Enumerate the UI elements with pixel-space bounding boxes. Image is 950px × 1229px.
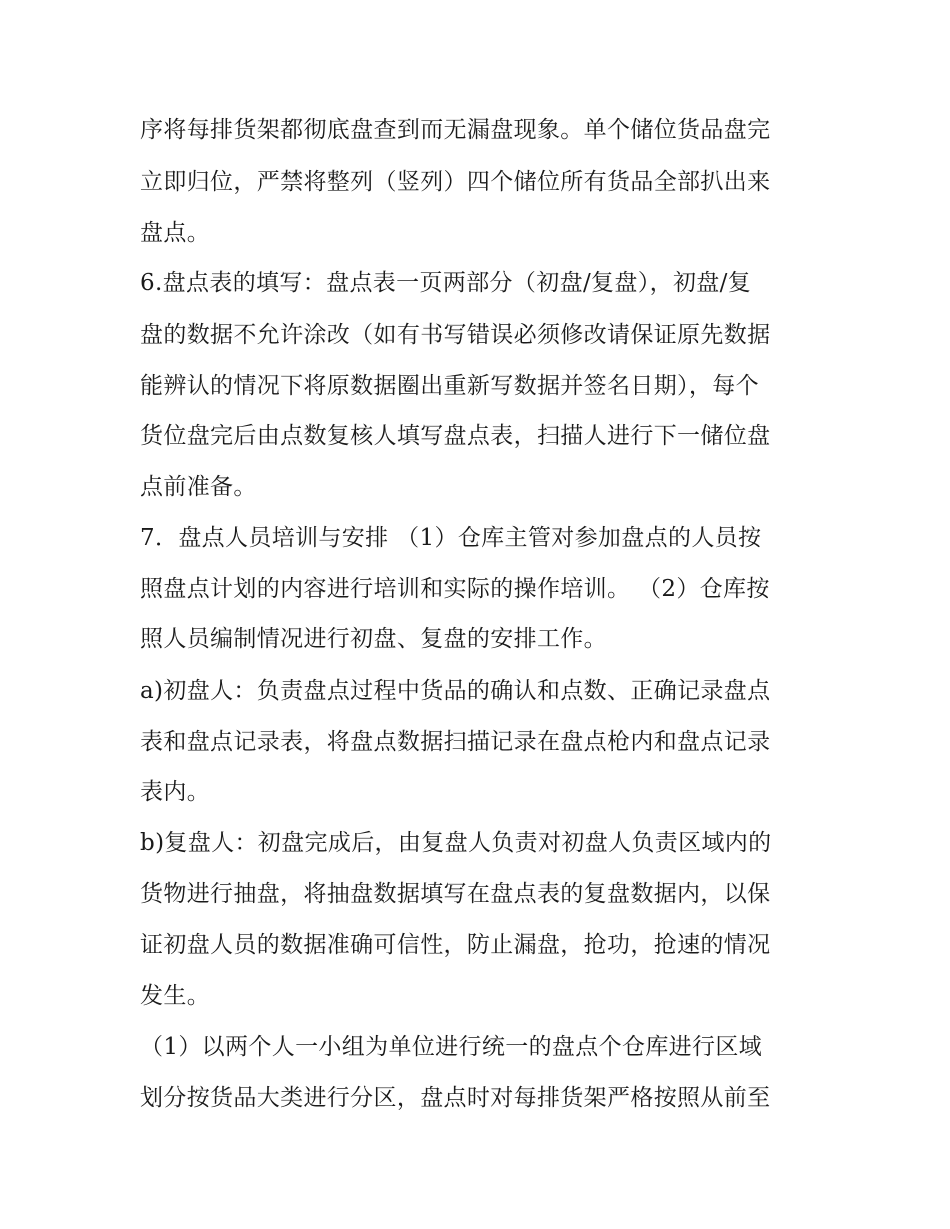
text-line: a)初盘人：负责盘点过程中货品的确认和点数、正确记录盘点	[140, 678, 771, 704]
text-line: 立即归位，严禁将整列（竖列）四个储位所有货品全部扒出来	[140, 169, 771, 195]
text-line: b)复盘人：初盘完成后，由复盘人负责对初盘人负责区域内的	[140, 830, 772, 856]
text-line: 表内。	[140, 779, 211, 805]
text-line: 7．盘点人员培训与安排 （1）仓库主管对参加盘点的人员按	[140, 525, 762, 551]
text-line: 能辨认的情况下将原数据圈出重新写数据并签名日期），每个	[140, 373, 759, 399]
text-line: 划分按货品大类进行分区，盘点时对每排货架严格按照从前至	[140, 1085, 771, 1111]
text-line: 盘点。	[140, 220, 211, 246]
text-line: 照人员编制情况进行初盘、复盘的安排工作。	[140, 626, 607, 652]
text-line: 表和盘点记录表，将盘点数据扫描记录在盘点枪内和盘点记录	[140, 729, 771, 755]
text-line: 盘的数据不允许涂改（如有书写错误必须修改请保证原先数据	[140, 322, 771, 348]
text-line: 序将每排货架都彻底盘查到而无漏盘现象。单个储位货品盘完	[140, 117, 771, 143]
text-line: 发生。	[140, 983, 211, 1009]
text-line: 货位盘完后由点数复核人填写盘点表，扫描人进行下一储位盘	[140, 423, 771, 449]
text-line: 证初盘人员的数据准确可信性，防止漏盘，抢功，抢速的情况	[140, 932, 771, 958]
text-line: 6.盘点表的填写：盘点表一页两部分（初盘/复盘），初盘/复	[140, 270, 752, 296]
text-line: 货物进行抽盘，将抽盘数据填写在盘点表的复盘数据内，以保	[140, 881, 771, 907]
text-line: （1）以两个人一小组为单位进行统一的盘点个仓库进行区域	[140, 1034, 763, 1060]
text-line: 点前准备。	[140, 474, 257, 500]
text-line: 照盘点计划的内容进行培训和实际的操作培训。 （2）仓库按	[140, 576, 770, 602]
